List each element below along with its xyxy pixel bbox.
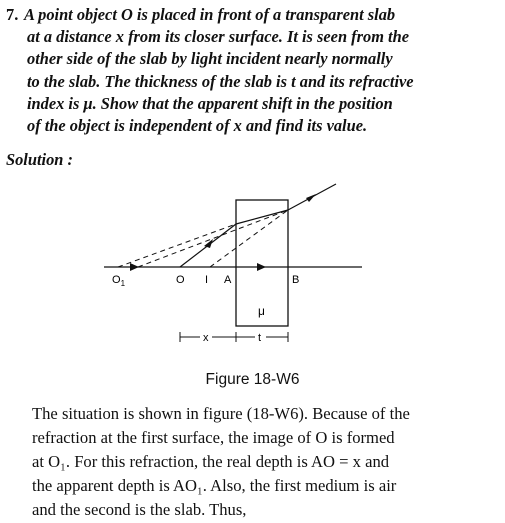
figure-caption: Figure 18-W6 (205, 371, 300, 388)
problem-statement (6, 4, 498, 137)
body-line-2: refraction at the first surface, the image of O is formed (32, 428, 395, 447)
body-line-3: at O₁. For this refraction, the real depth is AO = x and (32, 452, 390, 471)
axis-arrow-right (257, 263, 266, 271)
label-o: O (176, 274, 185, 286)
problem-number: 7. (6, 5, 19, 24)
dimension-x-label: x (203, 332, 209, 344)
label-i: I (205, 274, 209, 286)
body-line-4: the apparent depth is AO₁. Also, the first medium is air (32, 476, 397, 495)
body-line-1: The situation is shown in figure (18-W6). Because of the (32, 404, 410, 423)
axis-arrow-left (130, 263, 139, 271)
dimension-t-label: t (258, 332, 262, 344)
solution-heading: Solution : (6, 150, 73, 169)
emergent-ray-arrow (306, 194, 316, 202)
label-mu: μ (258, 304, 265, 318)
refracted-ray (236, 210, 288, 224)
dashed-extension-i-upper (138, 210, 288, 267)
problem-line-3: other side of the slab by light incident nearly normally (27, 49, 393, 69)
problem-line-4: to the slab. The thickness of the slab is t and its refractive (27, 71, 414, 91)
dashed-extension-i-lower (210, 210, 288, 267)
label-b: B (292, 274, 300, 286)
solution-body (32, 402, 502, 522)
problem-line-2: at a distance x from its closer surface. It is seen from the (27, 27, 409, 47)
body-line-5: and the second is the slab. Thus, (32, 500, 247, 519)
label-a: A (224, 274, 232, 286)
slab-diagram (0, 172, 505, 352)
label-o1: $O_1$ (112, 274, 126, 288)
problem-line-6: of the object is independent of x and find its value. (27, 116, 368, 136)
problem-line-1: 7. A point object O is placed in front of a transparent slab (6, 4, 498, 26)
problem-line-5: index is μ. Show that the apparent shift in the position (27, 93, 393, 113)
